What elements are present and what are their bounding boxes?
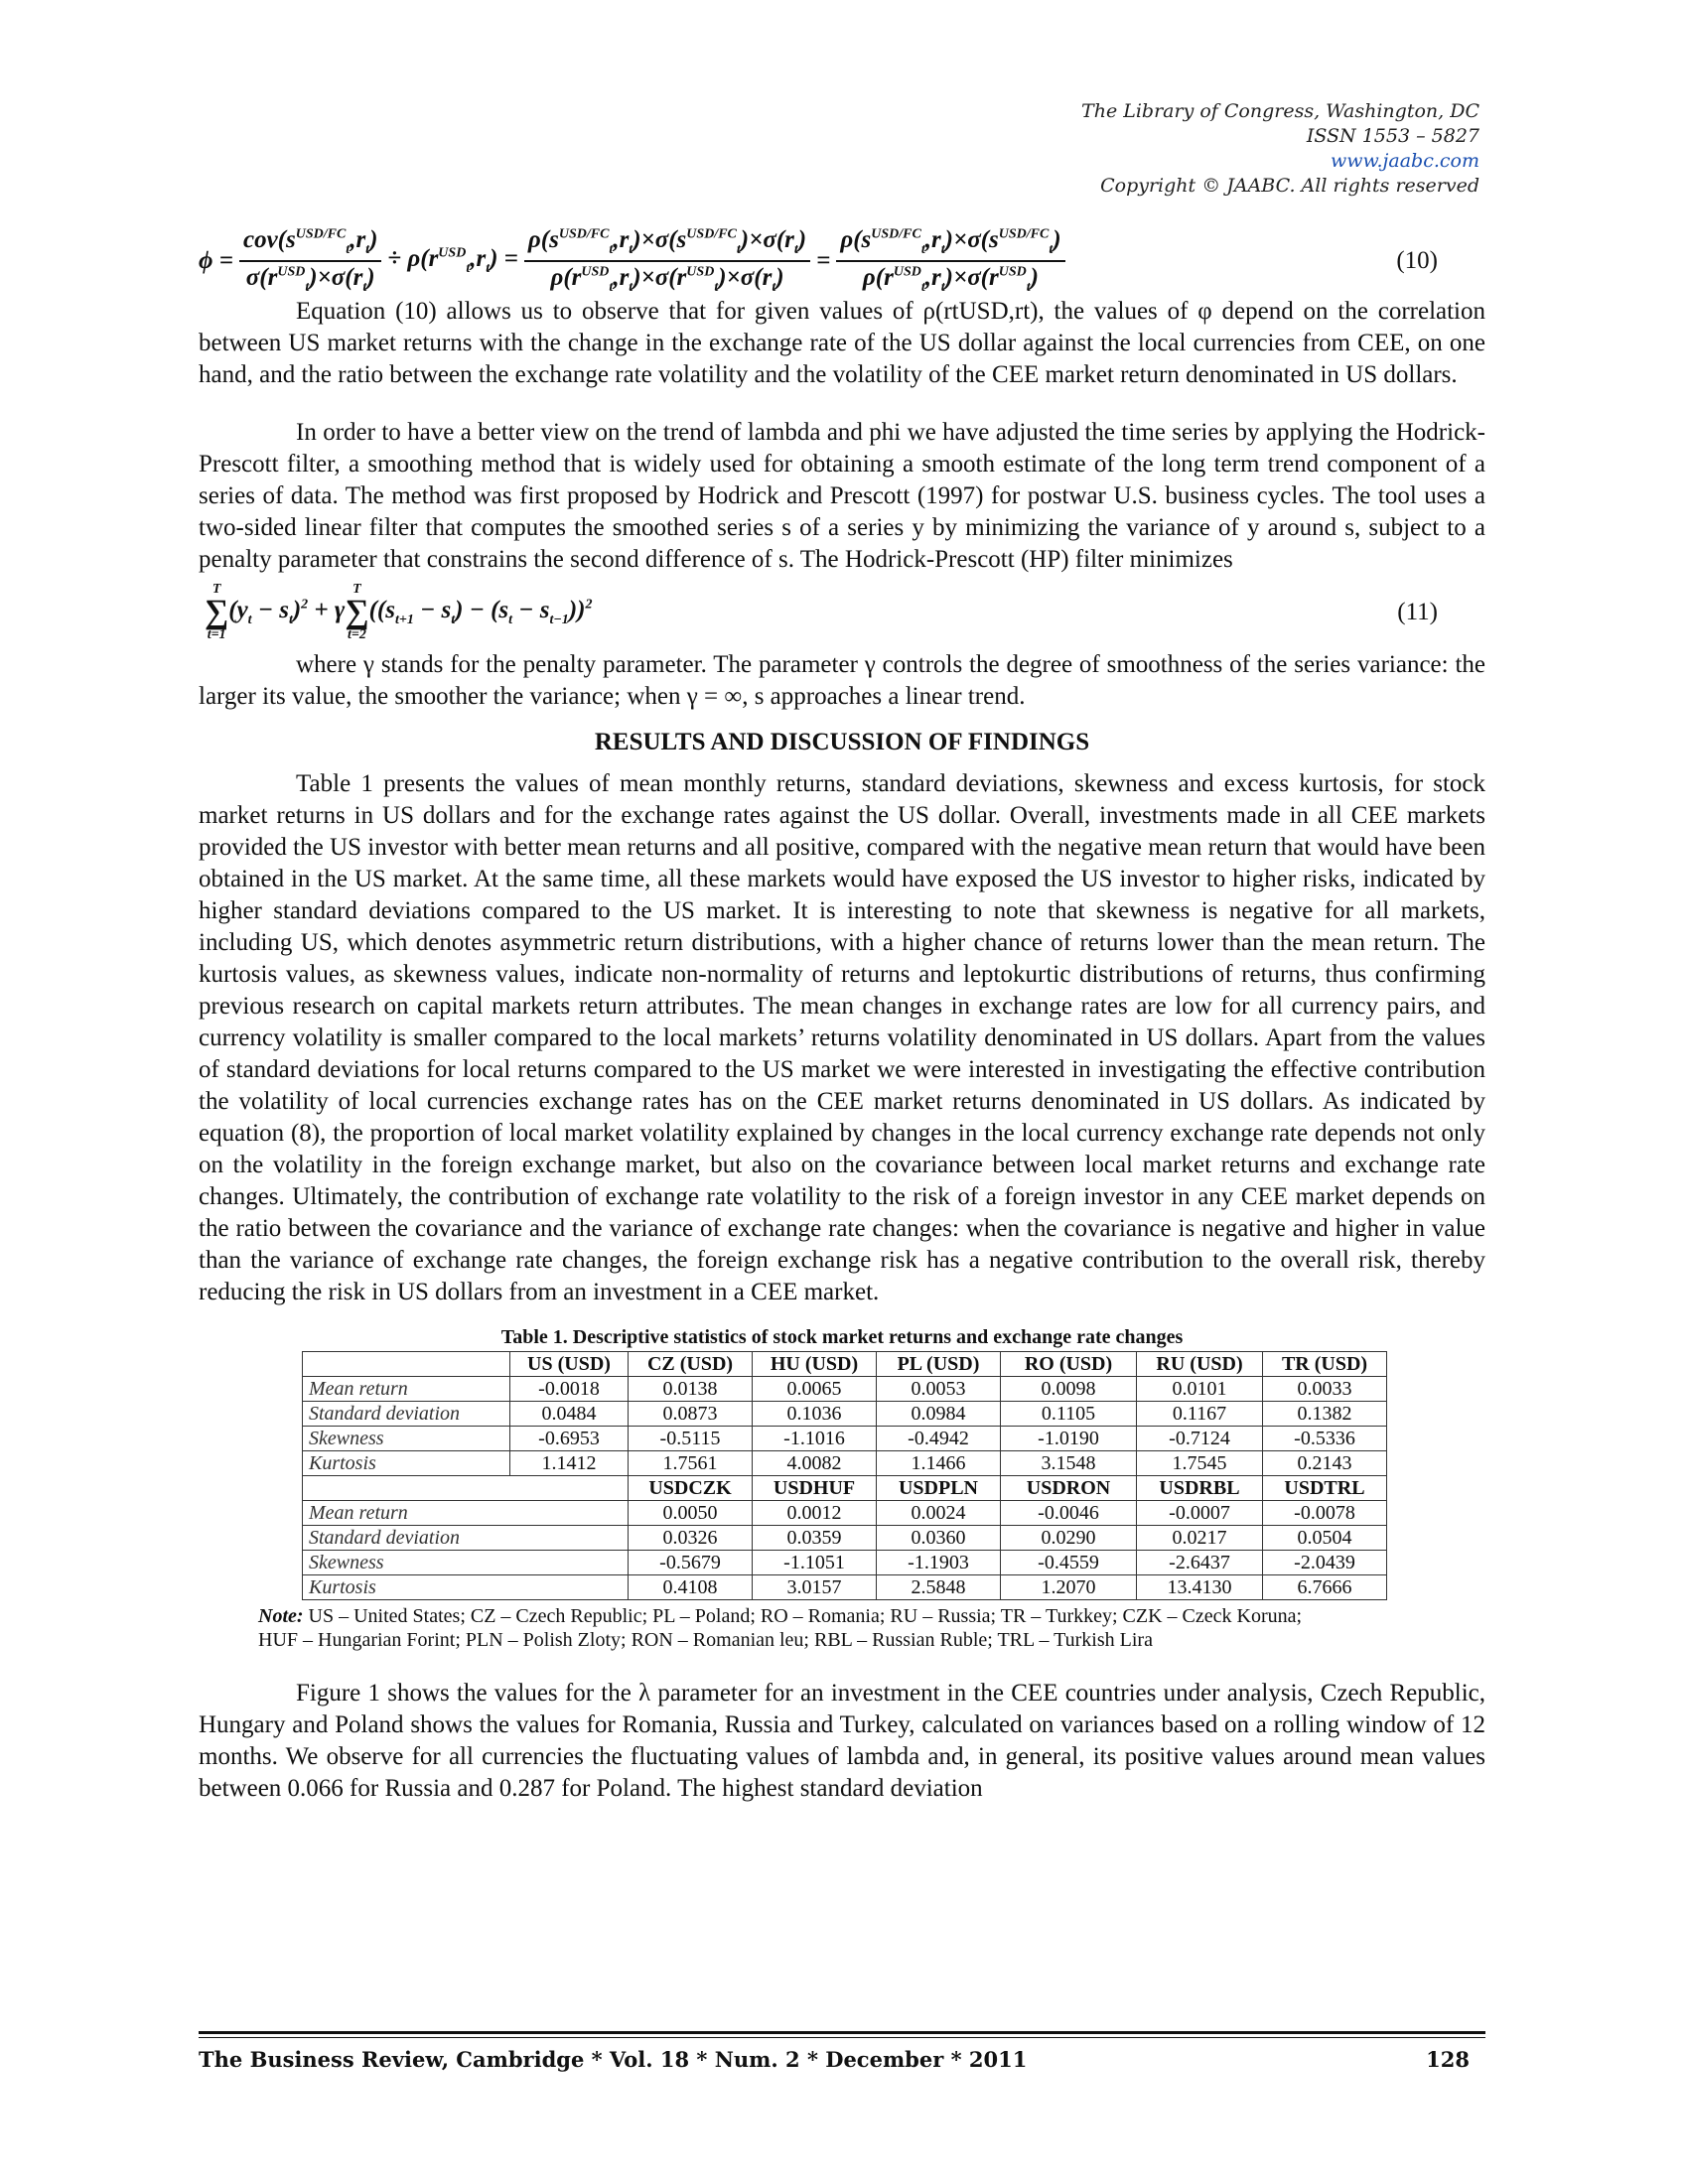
section-heading: RESULTS AND DISCUSSION OF FINDINGS bbox=[594, 729, 1090, 755]
footer-citation: The Business Review, Cambridge * Vol. 18 * Num. 2 * December * 2011 bbox=[199, 2047, 1028, 2072]
table1-header: USDCZK bbox=[629, 1476, 753, 1501]
table-row: Standard deviation 0.0326 0.0359 0.0360 0.0290 0.0217 0.0504 bbox=[303, 1526, 1387, 1551]
note-line-1: US – United States; CZ – Czech Republic; PL – Poland; RO – Romania; RU – Russia; TR – Turkkey; CZK – Czeck Koruna; bbox=[308, 1605, 1303, 1627]
table-row: Kurtosis 1.1412 1.7561 4.0082 1.1466 3.1548 1.7545 0.2143 bbox=[303, 1451, 1387, 1476]
table-row: Skewness -0.6953 -0.5115 -1.1016 -0.4942 -1.0190 -0.7124 -0.5336 bbox=[303, 1427, 1387, 1451]
table-row: Kurtosis 0.4108 3.0157 2.5848 1.2070 13.4130 6.7666 bbox=[303, 1575, 1387, 1600]
paragraph-eq10-explanation: Equation (10) allows us to observe that for given values of ρ(rtUSD,rt), the values of φ depend on the correlation between US market returns with the change in the exchange rate of the US dollar against the local currencies from CEE, on one hand, and the ratio between the exchange rate volatility and the volatility of the CEE market return denominated in US dollars. bbox=[199, 298, 1485, 388]
table1-header: PL (USD) bbox=[877, 1352, 1001, 1377]
table1 bbox=[302, 1351, 1387, 1600]
journal-header bbox=[1081, 99, 1479, 199]
article-body bbox=[199, 226, 1485, 1805]
header-line-2: ISSN 1553 – 5827 bbox=[1306, 125, 1479, 147]
paragraph-penalty: where γ stands for the penalty parameter. The parameter γ controls the degree of smoothness of the series variance: the larger its value, the smoother the variance; when γ = ∞, s approaches a linear trend. bbox=[199, 651, 1485, 710]
equation-11: T ∑ t=1 $(y_t - s_t)^2 + \gamma$ T ∑ t=2 $((s_{t+1} - s_t) - (s_t - s_{t-1}))^2$ (11) bbox=[205, 582, 1438, 642]
table1-header: CZ (USD) bbox=[629, 1352, 753, 1377]
table1-title: Table 1. Descriptive statistics of stock market returns and exchange rate changes bbox=[500, 1326, 1184, 1348]
eq10-equals: = bbox=[816, 247, 831, 274]
table1-header: USDPLN bbox=[877, 1476, 1001, 1501]
header-line-1: The Library of Congress, Washington, DC bbox=[1081, 100, 1479, 122]
paragraph-hp-filter: In order to have a better view on the trend of lambda and phi we have adjusted the time series by applying the Hodrick-Prescott filter, a smoothing method that is widely used for obtaining a smooth estimate of the long term trend component of a series of data. The method was first proposed by Hodrick and Prescott (1997) for postwar U.S. business cycles. The tool uses a two-sided linear filter that computes the smoothed series s of a series y by minimizing the variance of y around s, subject to a penalty parameter that constrains the second difference of s. The Hodrick-Prescott (HP) filter minimizes bbox=[199, 419, 1485, 573]
page-number: 128 bbox=[1426, 2047, 1470, 2072]
footer-rule-thin bbox=[199, 2037, 1485, 2038]
table-row: Mean return 0.0050 0.0012 0.0024 -0.0046 -0.0007 -0.0078 bbox=[303, 1501, 1387, 1526]
equation-10 bbox=[199, 226, 1485, 296]
eq10-divide: ÷ $\rho(r^{USD}_t,r_t)$ = bbox=[387, 245, 518, 276]
paragraph-results: Table 1 presents the values of mean monthly returns, standard deviations, skewness and excess kurtosis, for stock market returns in US dollars and for the exchange rates against the US dollar. Overall, investments made in all CEE markets provided the US investor with better mean returns and all positive, compared with the negative mean return that would have been obtained in the US market. At the same time, all these markets would have exposed the US investor to higher risks, indicated by higher standard deviations compared to the US market. It is interesting to note that skewness is negative for all markets, including US, which denotes asymmetric return distributions, with a higher chance of returns lower than the mean return. The kurtosis values, as skewness values, indicate non-normality of returns and leptokurtic distributions of returns, thus confirming previous research on capital markets return attributes. The mean changes in exchange rates are low for all currency pairs, and currency volatility is smaller compared to the local markets’ returns volatility denominated in US dollars. Apart from the values of standard deviations for local returns compared to the US market we were interested in investigating the effective contribution the volatility of local currencies exchange rates has on the CEE market returns denominated in US dollars. As indicated by equation (8), the proportion of local market volatility explained by changes in the local currency exchange rate depends not only on the volatility in the foreign exchange market, but also on the covariance between local market returns and exchange rate changes. Ultimately, the contribution of exchange rate volatility to the risk of a foreign investor in any CEE market depends on the ratio between the covariance and the variance of exchange rate changes: when the covariance is negative and higher in value than the variance of exchange rate changes, the foreign exchange risk has a negative contribution to the overall risk, thereby reducing the risk in US dollars from an investment in a CEE market. bbox=[199, 770, 1485, 1305]
table1-header: US (USD) bbox=[510, 1352, 629, 1377]
journal-footer bbox=[199, 2047, 1485, 2072]
table1-header: RU (USD) bbox=[1137, 1352, 1263, 1377]
eq10-term3: $\frac{\rho(s^{USD/FC}_t,r_t)\times\sigma(s^{USD/FC}_t)}{\rho(r^{USD}_t,r_t)\times\sigma(r^{USD}_t)}$ bbox=[836, 226, 1064, 296]
eq11-number: (11) bbox=[1397, 599, 1438, 625]
table1-header: HU (USD) bbox=[753, 1352, 877, 1377]
table-row: Skewness -0.5679 -1.1051 -1.1903 -0.4559 -2.6437 -2.0439 bbox=[303, 1551, 1387, 1575]
table-row: Standard deviation 0.0484 0.0873 0.1036 0.0984 0.1105 0.1167 0.1382 bbox=[303, 1402, 1387, 1427]
table1-header: USDRBL bbox=[1137, 1476, 1263, 1501]
table-row: Mean return -0.0018 0.0138 0.0065 0.0053 0.0098 0.0101 0.0033 bbox=[303, 1377, 1387, 1402]
eq10-lhs: ϕ = bbox=[199, 247, 233, 274]
table1-note bbox=[258, 1604, 1485, 1652]
table1-header: RO (USD) bbox=[1001, 1352, 1137, 1377]
eq10-term2: $\frac{\rho(s^{USD/FC}_t,r_t)\times\sigma(s^{USD/FC}_t)\times\sigma(r_t)}{\rho(r^{USD}_t,r_t)\times\sigma(r^{USD}_t)\times\sigma(r_t)}$ bbox=[524, 226, 810, 296]
table1-market-header-row bbox=[303, 1352, 1387, 1377]
table1-header: USDHUF bbox=[753, 1476, 877, 1501]
header-website-link[interactable]: www.jaabc.com bbox=[1330, 150, 1479, 172]
paragraph-figure1: Figure 1 shows the values for the λ parameter for an investment in the CEE countries under analysis, Czech Republic, Hungary and Poland shows the values for Romania, Russia and Turkey, calculated on variances based on a rolling window of 12 months. We observe for all currencies the fluctuating values of lambda and, in general, its positive values around mean values between 0.066 for Russia and 0.287 for Poland. The highest standard deviation bbox=[199, 1680, 1485, 1802]
table1-header: USDRON bbox=[1001, 1476, 1137, 1501]
eq10-number: (10) bbox=[1396, 247, 1438, 274]
footer-rule bbox=[199, 2031, 1485, 2034]
table1-header: TR (USD) bbox=[1263, 1352, 1387, 1377]
note-label: Note: bbox=[258, 1605, 304, 1627]
table1-fx-header-row bbox=[303, 1476, 1387, 1501]
note-line-2: HUF – Hungarian Forint; PLN – Polish Zloty; RON – Romanian leu; RBL – Russian Ruble; TRL – Turkish Lira bbox=[258, 1629, 1153, 1651]
table1-header: USDTRL bbox=[1263, 1476, 1387, 1501]
eq10-term1: $\frac{cov(s^{USD/FC}_t,r_t)}{\sigma(r^{USD}_t)\times\sigma(r_t)}$ bbox=[239, 226, 381, 296]
header-copyright: Copyright © JAABC. All rights reserved bbox=[1100, 175, 1479, 197]
